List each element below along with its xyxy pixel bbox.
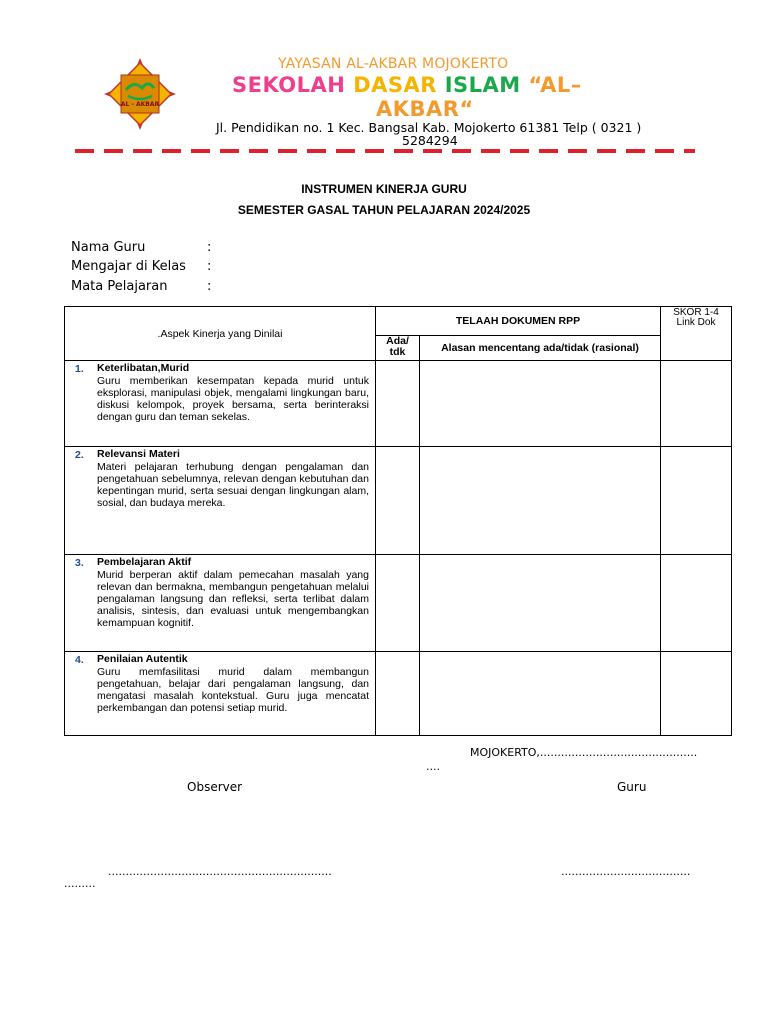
school-word-3: ISLAM [444, 73, 521, 97]
aspect-description: Murid berperan aktif dalam pemecahan masalah yang relevan dan bermakna, membangun pengetahuan melalui pengalaman langsung dan refleksi, serta terlibat dalam analisis, sintesis, dan evaluasi untuk mengembangkan kemampuan kognitif. [97, 569, 369, 629]
aspect-description: Guru memberikan kesempatan kepada murid untuk eksplorasi, manipulasi objek, mengalami lingkungan baru, diskusi kelompok, proyek bersama, serta berinteraksi dengan guru dan teman sekelas. [97, 375, 369, 423]
header-telaah: TELAAH DOKUMEN RPP [376, 307, 661, 336]
info-nama-guru [71, 240, 211, 255]
document-title: INSTRUMEN KINERJA GURU [301, 182, 467, 196]
school-name-line2: AKBAR“ [376, 97, 474, 121]
document-subtitle: SEMESTER GASAL TAHUN PELAJARAN 2024/2025 [237, 203, 531, 217]
info-label: Mata Pelajaran [71, 279, 168, 294]
header-divider [75, 149, 695, 153]
info-sep: : [207, 279, 212, 294]
ada-cell[interactable] [376, 652, 420, 736]
ada-cell[interactable] [376, 361, 420, 447]
aspect-number: 1. [75, 363, 84, 375]
ada-cell[interactable] [376, 447, 420, 555]
place-date-line: MOJOKERTO,............................................. [470, 746, 698, 759]
ada-cell[interactable] [376, 555, 420, 652]
info-sep: : [207, 259, 212, 274]
info-kelas [71, 259, 211, 274]
aspect-title: Pembelajaran Aktif [97, 556, 192, 568]
aspect-cell [65, 361, 376, 447]
info-mapel [71, 279, 211, 294]
skor-cell[interactable] [661, 555, 732, 652]
aspect-cell [65, 652, 376, 736]
school-word-2: DASAR [353, 73, 437, 97]
aspect-cell [65, 447, 376, 555]
aspect-title: Penilaian Autentik [97, 653, 188, 665]
skor-cell[interactable] [661, 361, 732, 447]
table-row [65, 447, 732, 555]
header-skor-line1: SKOR 1-4 [673, 307, 719, 318]
info-label: Nama Guru [71, 240, 146, 255]
guru-label: Guru [617, 780, 647, 794]
header-skor [661, 307, 732, 361]
header-alasan: Alasan mencentang ada/tidak (rasional) [420, 336, 661, 361]
table-row [65, 555, 732, 652]
aspect-title: Keterlibatan,Murid [97, 362, 190, 374]
alasan-cell[interactable] [420, 361, 661, 447]
header-ada-line2: tdk [389, 346, 406, 358]
aspect-number: 4. [75, 654, 84, 666]
foundation-name: YAYASAN AL-AKBAR MOJOKERTO [278, 56, 509, 72]
assessment-table [64, 306, 732, 736]
header-aspek: .Aspek Kinerja yang Dinilai [65, 307, 376, 361]
aspect-title: Relevansi Materi [97, 448, 180, 460]
guru-signature-line: ..................................... [561, 865, 691, 878]
skor-cell[interactable] [661, 652, 732, 736]
address-line-2: 5284294 [402, 133, 458, 148]
aspect-cell [65, 555, 376, 652]
address-line-1: Jl. Pendidikan no. 1 Kec. Bangsal Kab. Mojokerto 61381 Telp ( 0321 ) [216, 120, 642, 135]
table-row [65, 361, 732, 447]
aspect-description: Guru memfasilitasi murid dalam membangun pengetahuan, belajar dari pengalaman langsung, dan mengatasi masalah kontekstual. Guru juga mencatat perkembangan dan potensi setiap murid. [97, 666, 369, 714]
school-address [216, 121, 656, 147]
aspect-number: 2. [75, 449, 84, 461]
logo-text: AL - AKBAR [120, 101, 160, 108]
observer-signature-line-cont: ......... [64, 877, 96, 890]
aspect-number: 3. [75, 557, 84, 569]
school-logo [97, 58, 183, 130]
header-skor-line2: Link Dok [676, 317, 716, 328]
alasan-cell[interactable] [420, 652, 661, 736]
alasan-cell[interactable] [420, 555, 661, 652]
skor-cell[interactable] [661, 447, 732, 555]
place-date-line-cont: .... [426, 760, 440, 773]
school-word-1: SEKOLAH [232, 73, 346, 97]
info-label: Mengajar di Kelas [71, 259, 186, 274]
school-word-4: “AL– [528, 73, 582, 97]
alasan-cell[interactable] [420, 447, 661, 555]
info-sep: : [207, 240, 212, 255]
table-row [65, 652, 732, 736]
header-ada-line1: Ada/ [386, 335, 409, 347]
observer-label: Observer [187, 780, 243, 794]
school-name [232, 73, 652, 97]
aspect-description: Materi pelajaran terhubung dengan pengalaman dan pengetahuan sebelumnya, relevan dengan kebutuhan dan kepentingan murid, serta sesuai dengan lingkungan alam, sosial, dan budaya mereka. [97, 461, 369, 509]
header-ada [376, 336, 420, 361]
observer-signature-line: ................................................................ [108, 865, 332, 878]
